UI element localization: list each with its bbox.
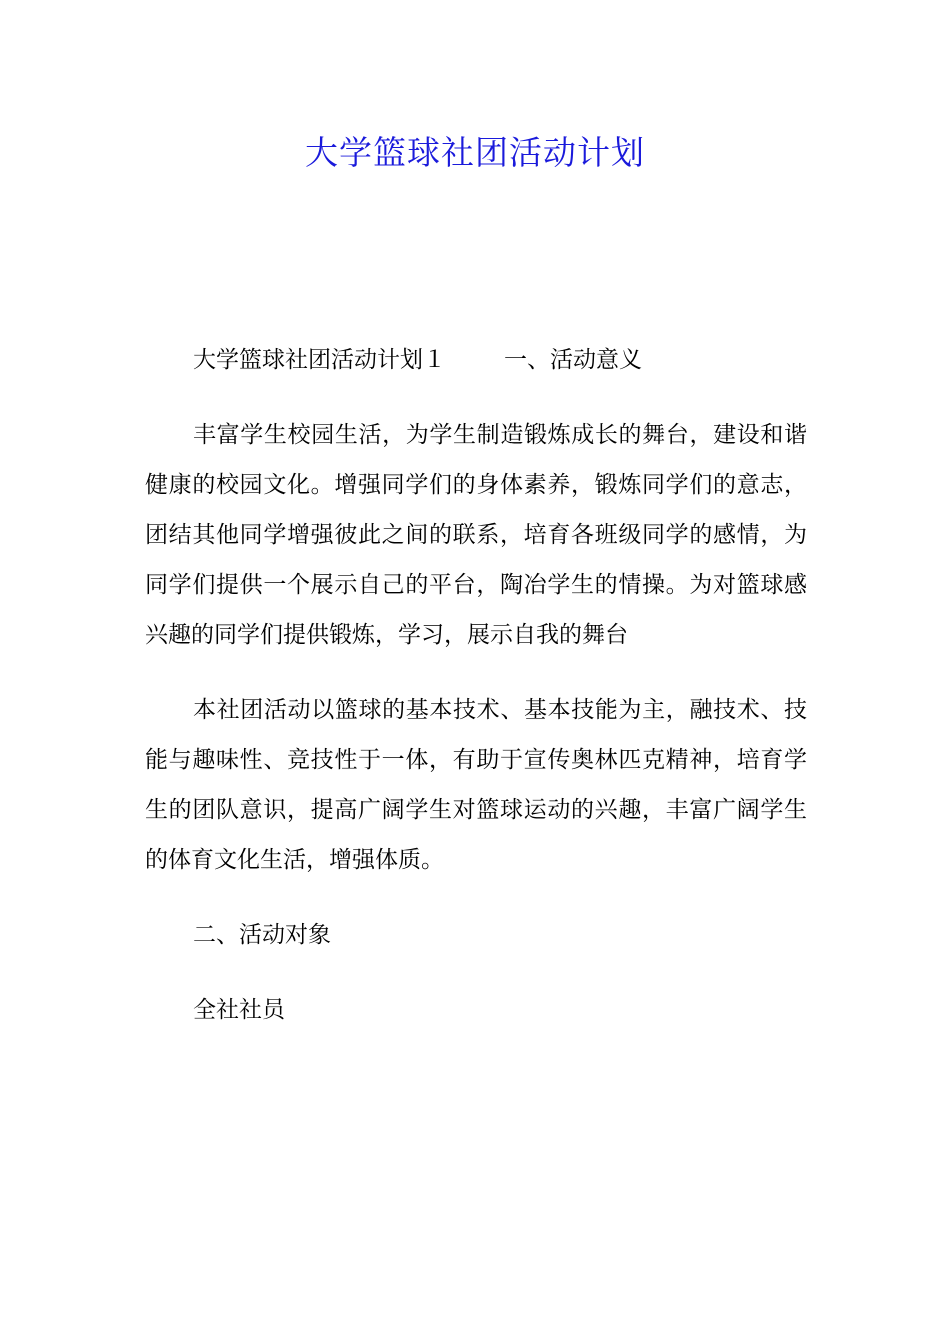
paragraph-content: 本社团活动以篮球的基本技术、基本技能为主，融技术、技能与趣味性、竞技性于一体，有助于宣传奥林匹克精神，培育学生的团队意识，提高广阔学生对篮球运动的兴趣，丰富广阔学生的体育文化生活，增强体质。	[145, 697, 807, 873]
document-body	[145, 335, 807, 1060]
section-heading-participants: 二、活动对象	[193, 922, 331, 948]
document-title: 大学篮球社团活动计划	[305, 133, 645, 172]
section-heading-significance: 一、活动意义	[504, 347, 642, 373]
paragraph-participants: 全社社员	[193, 997, 285, 1023]
paragraph-significance: 丰富学生校园生活，为学生制造锻炼成长的舞台，建设和谐健康的校园文化。增强同学们的身体素养，锻炼同学们的意志，团结其他同学增强彼此之间的联系，培育各班级同学的感情，为同学们提供一个展示自己的平台，陶冶学生的情操。为对篮球感兴趣的同学们提供锻炼，学习，展示自我的舞台	[145, 422, 807, 648]
plan-subtitle: 大学篮球社团活动计划１	[193, 347, 446, 373]
section-heading-line	[145, 335, 807, 385]
